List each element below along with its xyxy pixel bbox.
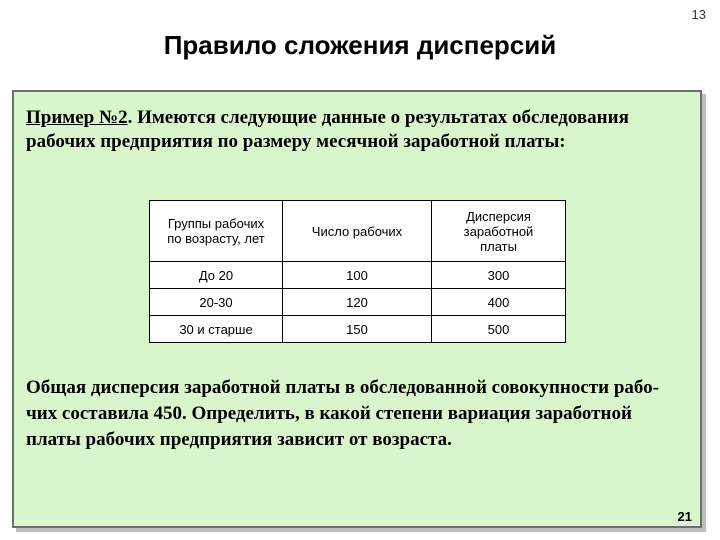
table-cell: До 20: [150, 262, 283, 289]
example-intro: [26, 106, 686, 154]
conclusion-line: чих составила 450. Определить, в какой степени вариация заработной: [26, 403, 632, 424]
table-row: [150, 262, 566, 289]
slide-number-top: 13: [691, 7, 706, 22]
conclusion-line: платы рабочих предприятия зависит от возраста.: [26, 429, 452, 450]
table-row: [150, 289, 566, 316]
table-cell: 150: [283, 316, 432, 343]
conclusion-line: Общая дисперсия заработной платы в обследованной совокупности рабо-: [26, 377, 659, 398]
table-cell: 120: [283, 289, 432, 316]
table-row: [150, 316, 566, 343]
data-table: [149, 200, 566, 343]
table-cell: 20-30: [150, 289, 283, 316]
header-workers-count: Число рабочих: [283, 201, 432, 262]
example-text: . Имеются следующие данные о результатах обследования рабочих предприятия по размеру месячной заработной платы:: [26, 107, 629, 152]
table-cell: 300: [432, 262, 566, 289]
task-conclusion: [26, 375, 690, 453]
table-cell: 400: [432, 289, 566, 316]
header-age-groups: Группы рабочих по возрасту, лет: [150, 201, 283, 262]
table-header-row: [150, 201, 566, 262]
header-wage-variance: Дисперсия заработной платы: [432, 201, 566, 262]
example-label: Пример №2: [26, 107, 128, 128]
slide-title: Правило сложения дисперсий: [163, 30, 557, 60]
table-cell: 30 и старше: [150, 316, 283, 343]
table-cell: 500: [432, 316, 566, 343]
content-panel: [12, 90, 702, 528]
table-cell: 100: [283, 262, 432, 289]
slide-number-bottom: 21: [677, 509, 692, 524]
